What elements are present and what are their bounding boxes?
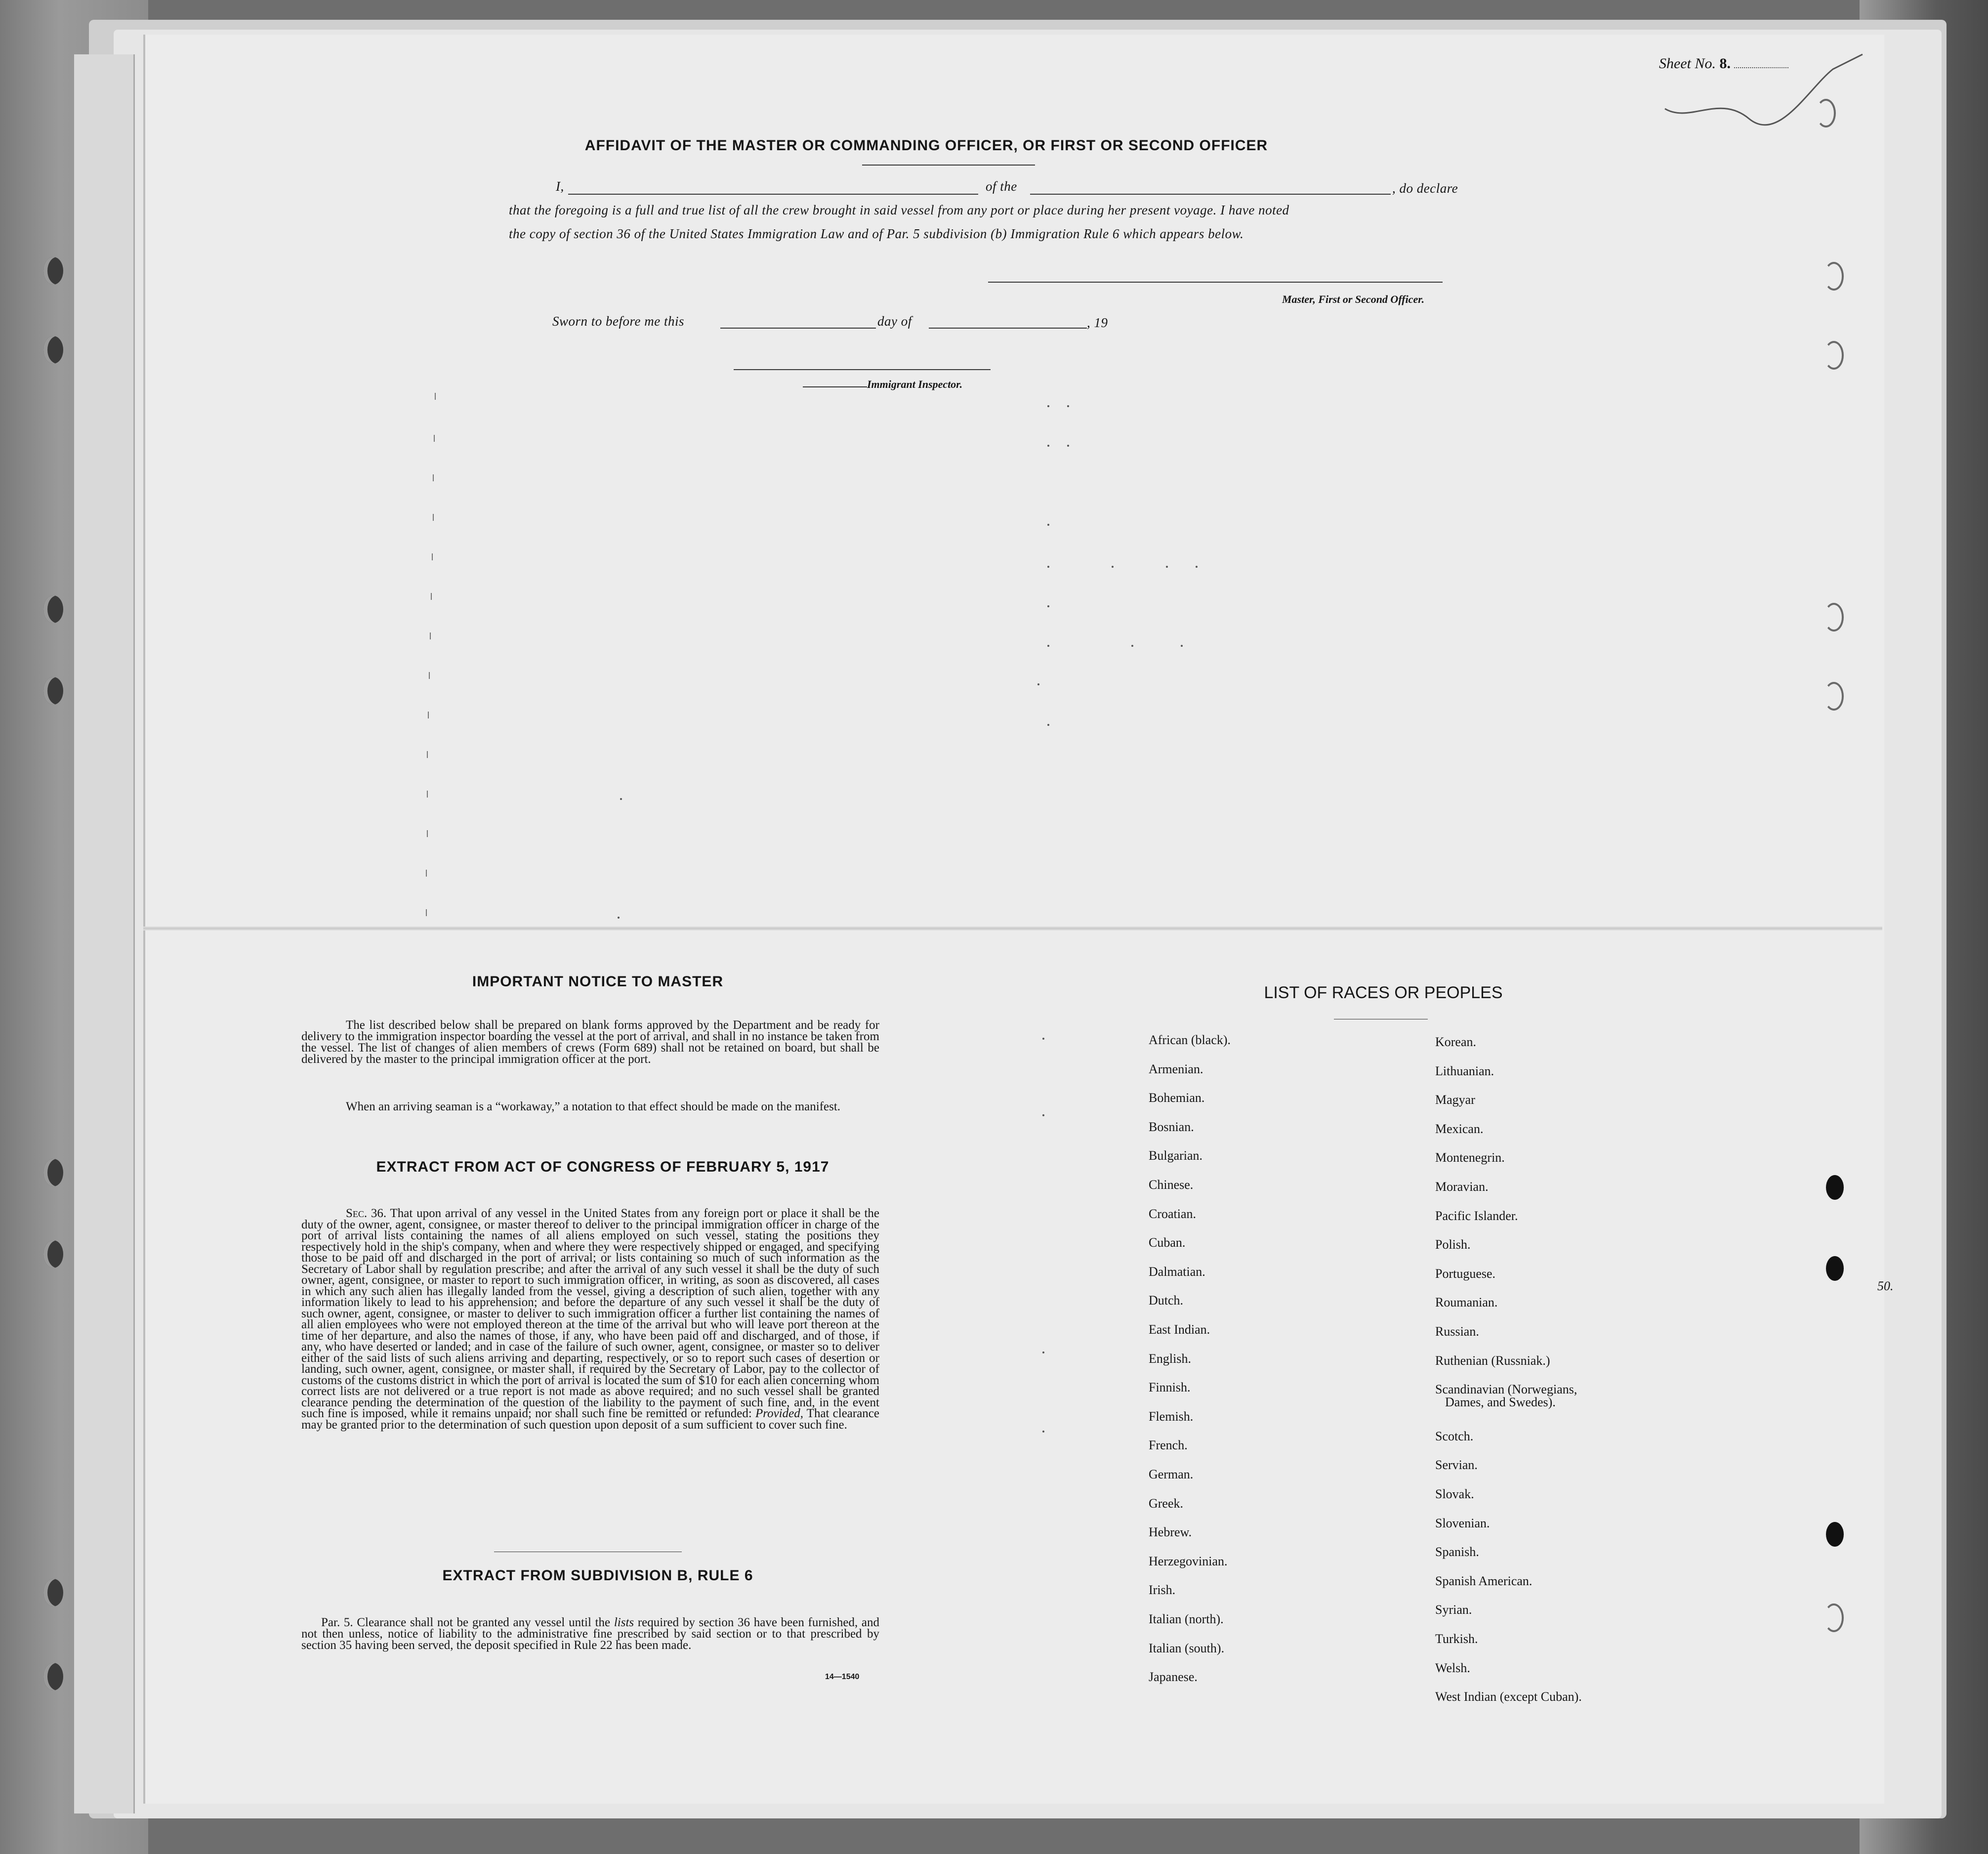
section-body: That upon arrival of any vessel in the United States from any foreign port or place it shall be the duty of the owner, agent, consignee, or master thereof to deliver to the principal immigration officer in charge of the port of arrival lists containing the names of all aliens employed on such vessel, stating the positions they respectively hold in the ship's company, when and where they were respectively shipped or engaged, and specifying those to be paid off and discharged in the port of arrival; or lists containing so much of such information as the Secretary of Labor shall by regulation prescribe; and after the arrival of any such vessel it shall be the duty of such owner, agent, consignee, or master to report to such immigration officer, in writing, as soon as discovered, all cases in which any such alien has illegally landed from the vessel, giving a description of such alien, together with any information likely to lead to his apprehension; and before the departure of any such vessel it shall be the duty of such owner, agent, consignee, or master to deliver to such immigration officer a further list containing the names of all alien employees who were not employed thereon at the time of the arrival but who will leave port thereon at the time of her departure, and also the names of those, if any, who have been paid off and discharged, and of those, if any, who have deserted or landed; and in case of the failure of such owner, agent, consignee, or master so to deliver either of the said lists of such aliens arriving and departing, respectively, or so to report such cases of desertion or landing, such owner, agent, consignee, or master shall, if required by the Secretary of Labor, pay to the collector of customs of the customs district in which the port of arrival is located the sum of $10 for each alien concerning whom correct lists are not delivered or a true report is not made as above required; and no such vessel shall be granted clearance pending the determination of the question of the liability to the payment of such fine, and, in the event such fine is imposed, while it remains unpaid; nor shall such fine be remitted or refunded: — [301, 1207, 879, 1420]
race-item: Welsh. — [1435, 1661, 1470, 1675]
signature-caption: Master, First or Second Officer. — [1282, 293, 1425, 305]
binder-hole — [1824, 262, 1844, 291]
race-item: Portuguese. — [1435, 1266, 1496, 1281]
race-item: Flemish. — [1149, 1409, 1194, 1424]
rule-text-b: required by section 36 have been furnished, and not then unless, notice of liability to the administrative fine prescribed by said section or to that prescribed by section 35 having been served, the deposit specified in Rule 22 has been made. — [301, 1616, 880, 1652]
faint-mark — [426, 909, 427, 916]
affidavit-line-2: that the foregoing is a full and true list of all the crew brought in said vessel from any port or place during her present voyage. I have noted — [509, 203, 1289, 217]
faint-mark — [431, 593, 432, 600]
document-page — [143, 35, 1884, 1804]
faint-mark — [427, 791, 428, 798]
race-item: Magyar — [1435, 1093, 1475, 1107]
affidavit-do-declare: , do declare — [1392, 181, 1458, 196]
race-item: Irish. — [1149, 1583, 1176, 1597]
notice-title: IMPORTANT NOTICE TO MASTER — [472, 973, 724, 990]
provided-label: Provided, — [755, 1407, 803, 1420]
race-item: African (black). — [1149, 1033, 1231, 1047]
faint-mark — [1037, 683, 1039, 685]
left-tab-strip — [74, 54, 135, 1813]
faint-mark — [1131, 645, 1133, 647]
handwritten-scribble — [1660, 49, 1867, 128]
faint-mark — [433, 474, 434, 481]
inspector-signature-line — [734, 369, 991, 370]
race-item: English. — [1149, 1351, 1191, 1366]
race-item: Mexican. — [1435, 1122, 1484, 1136]
race-item: Cuban. — [1149, 1235, 1186, 1250]
race-item: Finnish. — [1149, 1380, 1191, 1394]
faint-mark — [435, 393, 436, 400]
form-number: 14—1540 — [825, 1673, 860, 1681]
faint-mark — [430, 632, 431, 639]
binder-hole — [1826, 1175, 1844, 1200]
race-item: Moravian. — [1435, 1180, 1489, 1194]
extract-act-title: EXTRACT FROM ACT OF CONGRESS OF FEBRUARY 5, 1917 — [376, 1159, 829, 1175]
faint-mark — [1166, 566, 1168, 568]
race-item: Slovenian. — [1435, 1516, 1490, 1530]
binder-hole — [1826, 1522, 1844, 1547]
faint-mark — [1047, 724, 1049, 726]
faint-mark — [1047, 405, 1049, 407]
section-label: Sec. 36. — [346, 1207, 387, 1220]
binder-hole — [43, 1663, 63, 1690]
sheet-value: 8. — [1719, 55, 1731, 72]
race-item: Scandinavian (Norwegians, — [1435, 1382, 1577, 1396]
sworn-month-blank — [929, 328, 1087, 329]
races-title: LIST OF RACES OR PEOPLES — [1264, 983, 1503, 1002]
inspector-short-line — [803, 386, 867, 387]
faint-mark — [1047, 605, 1049, 607]
faint-mark — [1042, 1114, 1044, 1116]
lists-word: lists — [614, 1616, 634, 1629]
race-item: Syrian. — [1435, 1602, 1472, 1617]
race-item: Japanese. — [1149, 1670, 1198, 1684]
binder-hole — [43, 677, 63, 705]
affidavit-line-3: the copy of section 36 of the United States Immigration Law and of Par. 5 subdivision (b) Immigration Rule 6 which appears below. — [509, 226, 1244, 241]
race-item: Dalmatian. — [1149, 1264, 1205, 1279]
faint-mark — [1047, 445, 1049, 447]
faint-mark — [1047, 645, 1049, 647]
binder-hole — [43, 257, 63, 285]
race-item: Herzegovinian. — [1149, 1554, 1228, 1568]
race-item: French. — [1149, 1438, 1188, 1452]
race-item: Greek. — [1149, 1496, 1184, 1511]
affidavit-of-the: of the — [986, 179, 1017, 194]
race-item: East Indian. — [1149, 1322, 1210, 1337]
race-item: Pacific Islander. — [1435, 1209, 1518, 1223]
faint-mark — [1067, 445, 1069, 447]
binder-hole — [43, 1240, 63, 1268]
race-item: Slovak. — [1435, 1487, 1474, 1501]
race-item: Spanish. — [1435, 1545, 1479, 1559]
binder-hole — [43, 1579, 63, 1606]
name-blank — [568, 194, 978, 195]
faint-mark — [433, 514, 434, 521]
race-item: Montenegrin. — [1435, 1150, 1505, 1165]
faint-mark — [432, 553, 433, 560]
race-item: Chinese. — [1149, 1178, 1194, 1192]
sworn-day-of: day of — [877, 314, 912, 329]
race-item: Scotch. — [1435, 1429, 1474, 1443]
race-item: German. — [1149, 1467, 1194, 1481]
race-item: Italian (north). — [1149, 1612, 1224, 1626]
race-item: Russian. — [1435, 1324, 1479, 1339]
race-item: Servian. — [1435, 1458, 1478, 1472]
binder-hole — [1824, 682, 1844, 711]
faint-mark — [1042, 1038, 1044, 1040]
section-body-end: That clearance may be granted prior to the determination of such question upon deposit of a sum sufficient to cover such fine. — [301, 1407, 879, 1432]
race-item: Hebrew. — [1149, 1525, 1192, 1539]
binder-hole — [1824, 341, 1844, 370]
faint-mark — [429, 672, 430, 679]
race-item: Croatian. — [1149, 1207, 1197, 1221]
binder-hole — [43, 1159, 63, 1186]
margin-note: 50. — [1877, 1279, 1894, 1293]
faint-mark — [1196, 566, 1198, 568]
race-item: Lithuanian. — [1435, 1064, 1494, 1078]
faint-mark — [620, 798, 622, 800]
sheet-label: Sheet No. — [1659, 55, 1716, 72]
faint-mark — [1112, 566, 1114, 568]
binder-hole — [1826, 1256, 1844, 1281]
faint-mark — [427, 751, 428, 758]
race-item: Spanish American. — [1435, 1574, 1532, 1588]
race-item: Italian (south). — [1149, 1641, 1225, 1655]
divider — [862, 165, 1035, 166]
binder-hole — [43, 336, 63, 364]
faint-mark — [426, 870, 427, 877]
faint-mark — [1181, 645, 1183, 647]
sworn-day-blank — [720, 328, 876, 329]
race-item: Turkish. — [1435, 1632, 1478, 1646]
faint-mark — [1047, 524, 1049, 526]
binder-hole — [1824, 603, 1844, 632]
race-item: Roumanian. — [1435, 1295, 1498, 1309]
notice-paragraph-1: The list described below shall be prepared on blank forms approved by the Department and be ready for delivery to the immigration inspector boarding the vessel at the port of arrival, and shall in no instance be taken from the vessel. The list of changes of alien members of crews (Form 689) shall not be retained on board, but shall be delivered by the master to the principal immigration officer at the port. — [301, 1018, 879, 1066]
sworn-year: , 19 — [1087, 315, 1108, 330]
race-item: Dames, and Swedes). — [1445, 1395, 1556, 1409]
faint-mark — [428, 712, 429, 718]
affidavit-title: AFFIDAVIT OF THE MASTER OR COMMANDING OFFICER, OR FIRST OR SECOND OFFICER — [584, 137, 1268, 154]
notice-paragraph-2: When an arriving seaman is a “workaway,” a notation to that effect should be made on the manifest. — [346, 1100, 841, 1113]
page-fold — [143, 927, 1882, 930]
faint-mark — [1067, 405, 1069, 407]
extract-act-text — [301, 1208, 879, 1431]
sworn-label: Sworn to before me this — [552, 314, 684, 329]
race-item: Korean. — [1435, 1035, 1477, 1049]
vessel-blank — [1030, 194, 1391, 195]
signature-line — [988, 282, 1443, 283]
race-item: Polish. — [1435, 1237, 1471, 1252]
faint-mark — [1047, 566, 1049, 568]
race-item: Ruthenian (Russniak.) — [1435, 1353, 1550, 1368]
faint-mark — [1042, 1351, 1044, 1353]
race-item: Bohemian. — [1149, 1091, 1205, 1105]
extract-rule-title: EXTRACT FROM SUBDIVISION B, RULE 6 — [442, 1567, 753, 1584]
race-item: Bulgarian. — [1149, 1148, 1203, 1163]
binder-hole — [43, 595, 63, 623]
faint-mark — [434, 435, 435, 442]
faint-mark — [427, 830, 428, 837]
race-item: Bosnian. — [1149, 1120, 1194, 1134]
affidavit-i-label: I, — [556, 179, 564, 194]
inspector-caption: Immigrant Inspector. — [867, 378, 963, 390]
rule-text-a: Par. 5. Clearance shall not be granted any vessel until the — [321, 1616, 611, 1629]
binder-hole — [1824, 1603, 1844, 1632]
race-item: Armenian. — [1149, 1062, 1203, 1076]
race-item: Dutch. — [1149, 1293, 1184, 1307]
faint-mark — [1042, 1431, 1044, 1433]
faint-mark — [618, 917, 620, 919]
extract-rule-text — [301, 1617, 879, 1651]
race-item: West Indian (except Cuban). — [1435, 1689, 1582, 1704]
